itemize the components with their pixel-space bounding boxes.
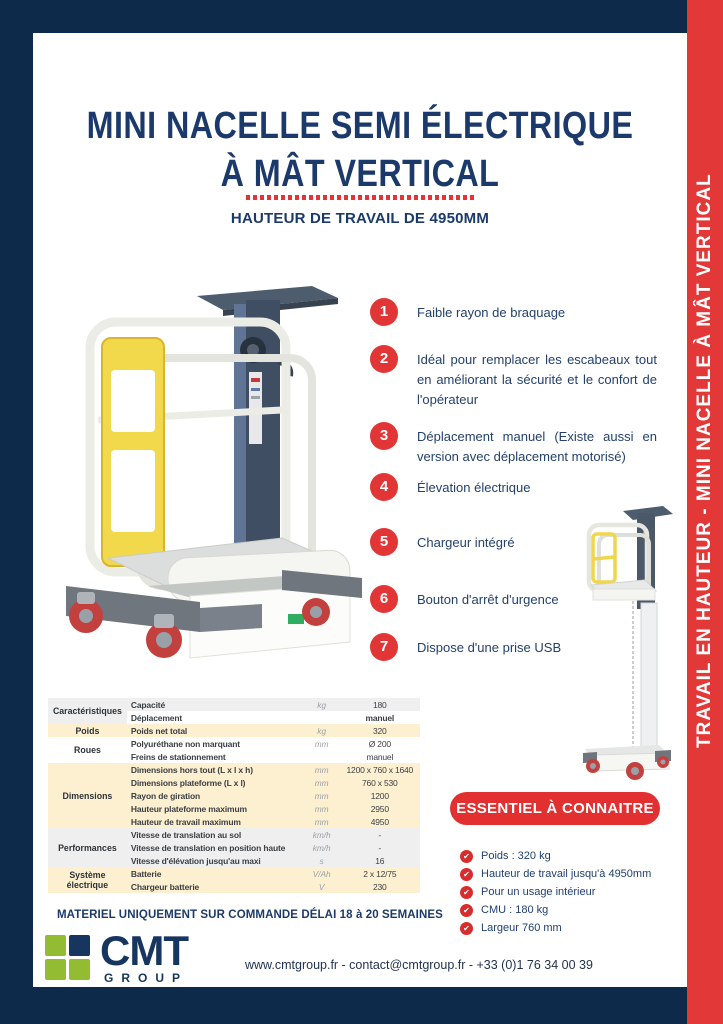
working-height-subtitle: HAUTEUR DE TRAVAIL DE 4950MM bbox=[230, 210, 490, 227]
spec-value: 2 x 12/75 bbox=[340, 867, 420, 880]
dotted-separator bbox=[246, 195, 474, 200]
spec-property: Vitesse de translation en position haute bbox=[127, 841, 304, 854]
spec-row bbox=[48, 737, 420, 750]
feature-text: Bouton d'arrêt d'urgence bbox=[417, 592, 559, 607]
spec-unit bbox=[304, 711, 340, 724]
checklist-item bbox=[460, 868, 651, 881]
spec-value: - bbox=[340, 828, 420, 841]
spec-row bbox=[48, 698, 420, 711]
spec-value: 1200 bbox=[340, 789, 420, 802]
flyer-card bbox=[33, 33, 687, 987]
checklist-item-text: Hauteur de travail jusqu'à 4950mm bbox=[481, 868, 652, 881]
spec-category: Système électrique bbox=[48, 867, 127, 893]
check-icon: ✔ bbox=[460, 904, 473, 917]
elevated-product-photo bbox=[563, 503, 688, 788]
check-icon: ✔ bbox=[460, 922, 473, 935]
feature-text: Élevation électrique bbox=[417, 480, 531, 495]
check-icon: ✔ bbox=[460, 868, 473, 881]
spec-property: Chargeur batterie bbox=[127, 880, 304, 893]
order-lead-time-note: MATERIEL UNIQUEMENT SUR COMMANDE DÉLAI 18 à 20 SEMAINES bbox=[57, 909, 443, 921]
spec-value: manuel bbox=[340, 711, 420, 724]
spec-unit: km/h bbox=[304, 841, 340, 854]
contact-line[interactable]: www.cmtgroup.fr - contact@cmtgroup.fr - +33 (0)1 76 34 00 39 bbox=[245, 958, 593, 972]
page-title-line2: À MÂT VERTICAL bbox=[220, 153, 500, 196]
spec-row bbox=[48, 867, 420, 880]
spec-unit bbox=[304, 750, 340, 763]
check-icon: ✔ bbox=[460, 850, 473, 863]
spec-category: Caractéristiques bbox=[48, 698, 127, 724]
page-title bbox=[82, 102, 638, 198]
feature-text: Déplacement manuel (Existe aussi en version avec déplacement motorisé) bbox=[417, 429, 657, 464]
spec-unit: s bbox=[304, 854, 340, 867]
checklist-item-text: Poids : 320 kg bbox=[481, 850, 551, 863]
spec-value: 16 bbox=[340, 854, 420, 867]
spec-unit: mm bbox=[304, 776, 340, 789]
spec-property: Dimensions hors tout (L x l x h) bbox=[127, 763, 304, 776]
checklist-item-text: Largeur 760 mm bbox=[481, 922, 562, 935]
check-icon: ✔ bbox=[460, 886, 473, 899]
checklist-item bbox=[460, 886, 651, 899]
spec-unit: km/h bbox=[304, 828, 340, 841]
spec-row bbox=[48, 724, 420, 737]
feature-item bbox=[370, 345, 657, 410]
spec-row bbox=[48, 828, 420, 841]
spec-unit: mm bbox=[304, 802, 340, 815]
feature-number-badge: 7 bbox=[370, 633, 398, 661]
logo-group-text: GROUP bbox=[104, 971, 189, 985]
spec-value: 180 bbox=[340, 698, 420, 711]
checklist-item-text: CMU : 180 kg bbox=[481, 904, 549, 917]
spec-property: Batterie bbox=[127, 867, 304, 880]
checklist-item bbox=[460, 904, 651, 917]
logo-squares-icon bbox=[45, 935, 90, 985]
spec-category: Dimensions bbox=[48, 763, 127, 828]
spec-category: Performances bbox=[48, 828, 127, 867]
spec-value: 4950 bbox=[340, 815, 420, 828]
page-title-line1: MINI NACELLE SEMI ÉLECTRIQUE bbox=[86, 105, 634, 148]
spec-unit: kg bbox=[304, 698, 340, 711]
cmt-group-logo bbox=[45, 927, 189, 985]
spec-unit: mm bbox=[304, 815, 340, 828]
spec-value: 230 bbox=[340, 880, 420, 893]
feature-text: Dispose d'une prise USB bbox=[417, 640, 562, 655]
feature-text: Faible rayon de braquage bbox=[417, 305, 566, 320]
feature-text: Chargeur intégré bbox=[417, 535, 515, 550]
spec-value: 760 x 530 bbox=[340, 776, 420, 789]
essentials-checklist bbox=[460, 850, 651, 940]
spec-value: - bbox=[340, 841, 420, 854]
feature-number-badge: 5 bbox=[370, 528, 398, 556]
mast-column bbox=[641, 603, 657, 755]
spec-unit: V/Ah bbox=[304, 867, 340, 880]
spec-unit: V bbox=[304, 880, 340, 893]
checklist-item-text: Pour un usage intérieur bbox=[481, 886, 596, 899]
checklist-item bbox=[460, 922, 651, 935]
feature-number-badge: 2 bbox=[370, 345, 398, 373]
spec-property: Rayon de giration bbox=[127, 789, 304, 802]
spec-property: Vitesse de translation au sol bbox=[127, 828, 304, 841]
spec-category: Roues bbox=[48, 737, 127, 763]
feature-item bbox=[370, 422, 657, 467]
logo-wordmark bbox=[100, 927, 189, 985]
feature-number-badge: 6 bbox=[370, 585, 398, 613]
spec-property: Déplacement bbox=[127, 711, 304, 724]
spec-property: Vitesse d'élévation jusqu'au maxi bbox=[127, 854, 304, 867]
feature-number-badge: 3 bbox=[370, 422, 398, 450]
spec-table-body bbox=[48, 698, 420, 893]
spec-property: Hauteur plateforme maximum bbox=[127, 802, 304, 815]
spec-property: Dimensions plateforme (L x l) bbox=[127, 776, 304, 789]
checklist-item bbox=[460, 850, 651, 863]
spec-property: Polyuréthane non marquant bbox=[127, 737, 304, 750]
feature-item bbox=[370, 473, 657, 501]
feature-number-badge: 1 bbox=[370, 298, 398, 326]
spec-property: Poids net total bbox=[127, 724, 304, 737]
main-product-photo bbox=[50, 270, 370, 670]
spec-category: Poids bbox=[48, 724, 127, 737]
spec-property: Capacité bbox=[127, 698, 304, 711]
feature-number-badge: 4 bbox=[370, 473, 398, 501]
spec-property: Hauteur de travail maximum bbox=[127, 815, 304, 828]
spec-property: Freins de stationnement bbox=[127, 750, 304, 763]
spec-unit: mm bbox=[304, 763, 340, 776]
feature-text: Idéal pour remplacer les escabeaux tout en améliorant la sécurité et le confort de l'opérateur bbox=[417, 352, 657, 407]
essentials-button[interactable]: ESSENTIEL À CONNAITRE bbox=[450, 792, 660, 825]
spec-value: 320 bbox=[340, 724, 420, 737]
side-banner-text: TRAVAIL EN HAUTEUR - MINI NACELLE À MÂT VERTICAL bbox=[694, 173, 715, 748]
spec-value: 1200 x 760 x 1640 bbox=[340, 763, 420, 776]
feature-item bbox=[370, 298, 657, 326]
spec-table bbox=[48, 698, 420, 893]
spec-value: manuel bbox=[340, 750, 420, 763]
spec-unit: mm bbox=[304, 789, 340, 802]
side-banner bbox=[687, 0, 723, 1024]
spec-value: 2950 bbox=[340, 802, 420, 815]
spec-unit: mm bbox=[304, 737, 340, 750]
spec-row bbox=[48, 763, 420, 776]
spec-unit: kg bbox=[304, 724, 340, 737]
spec-value: Ø 200 bbox=[340, 737, 420, 750]
logo-cmt-text: CMT bbox=[100, 927, 188, 974]
